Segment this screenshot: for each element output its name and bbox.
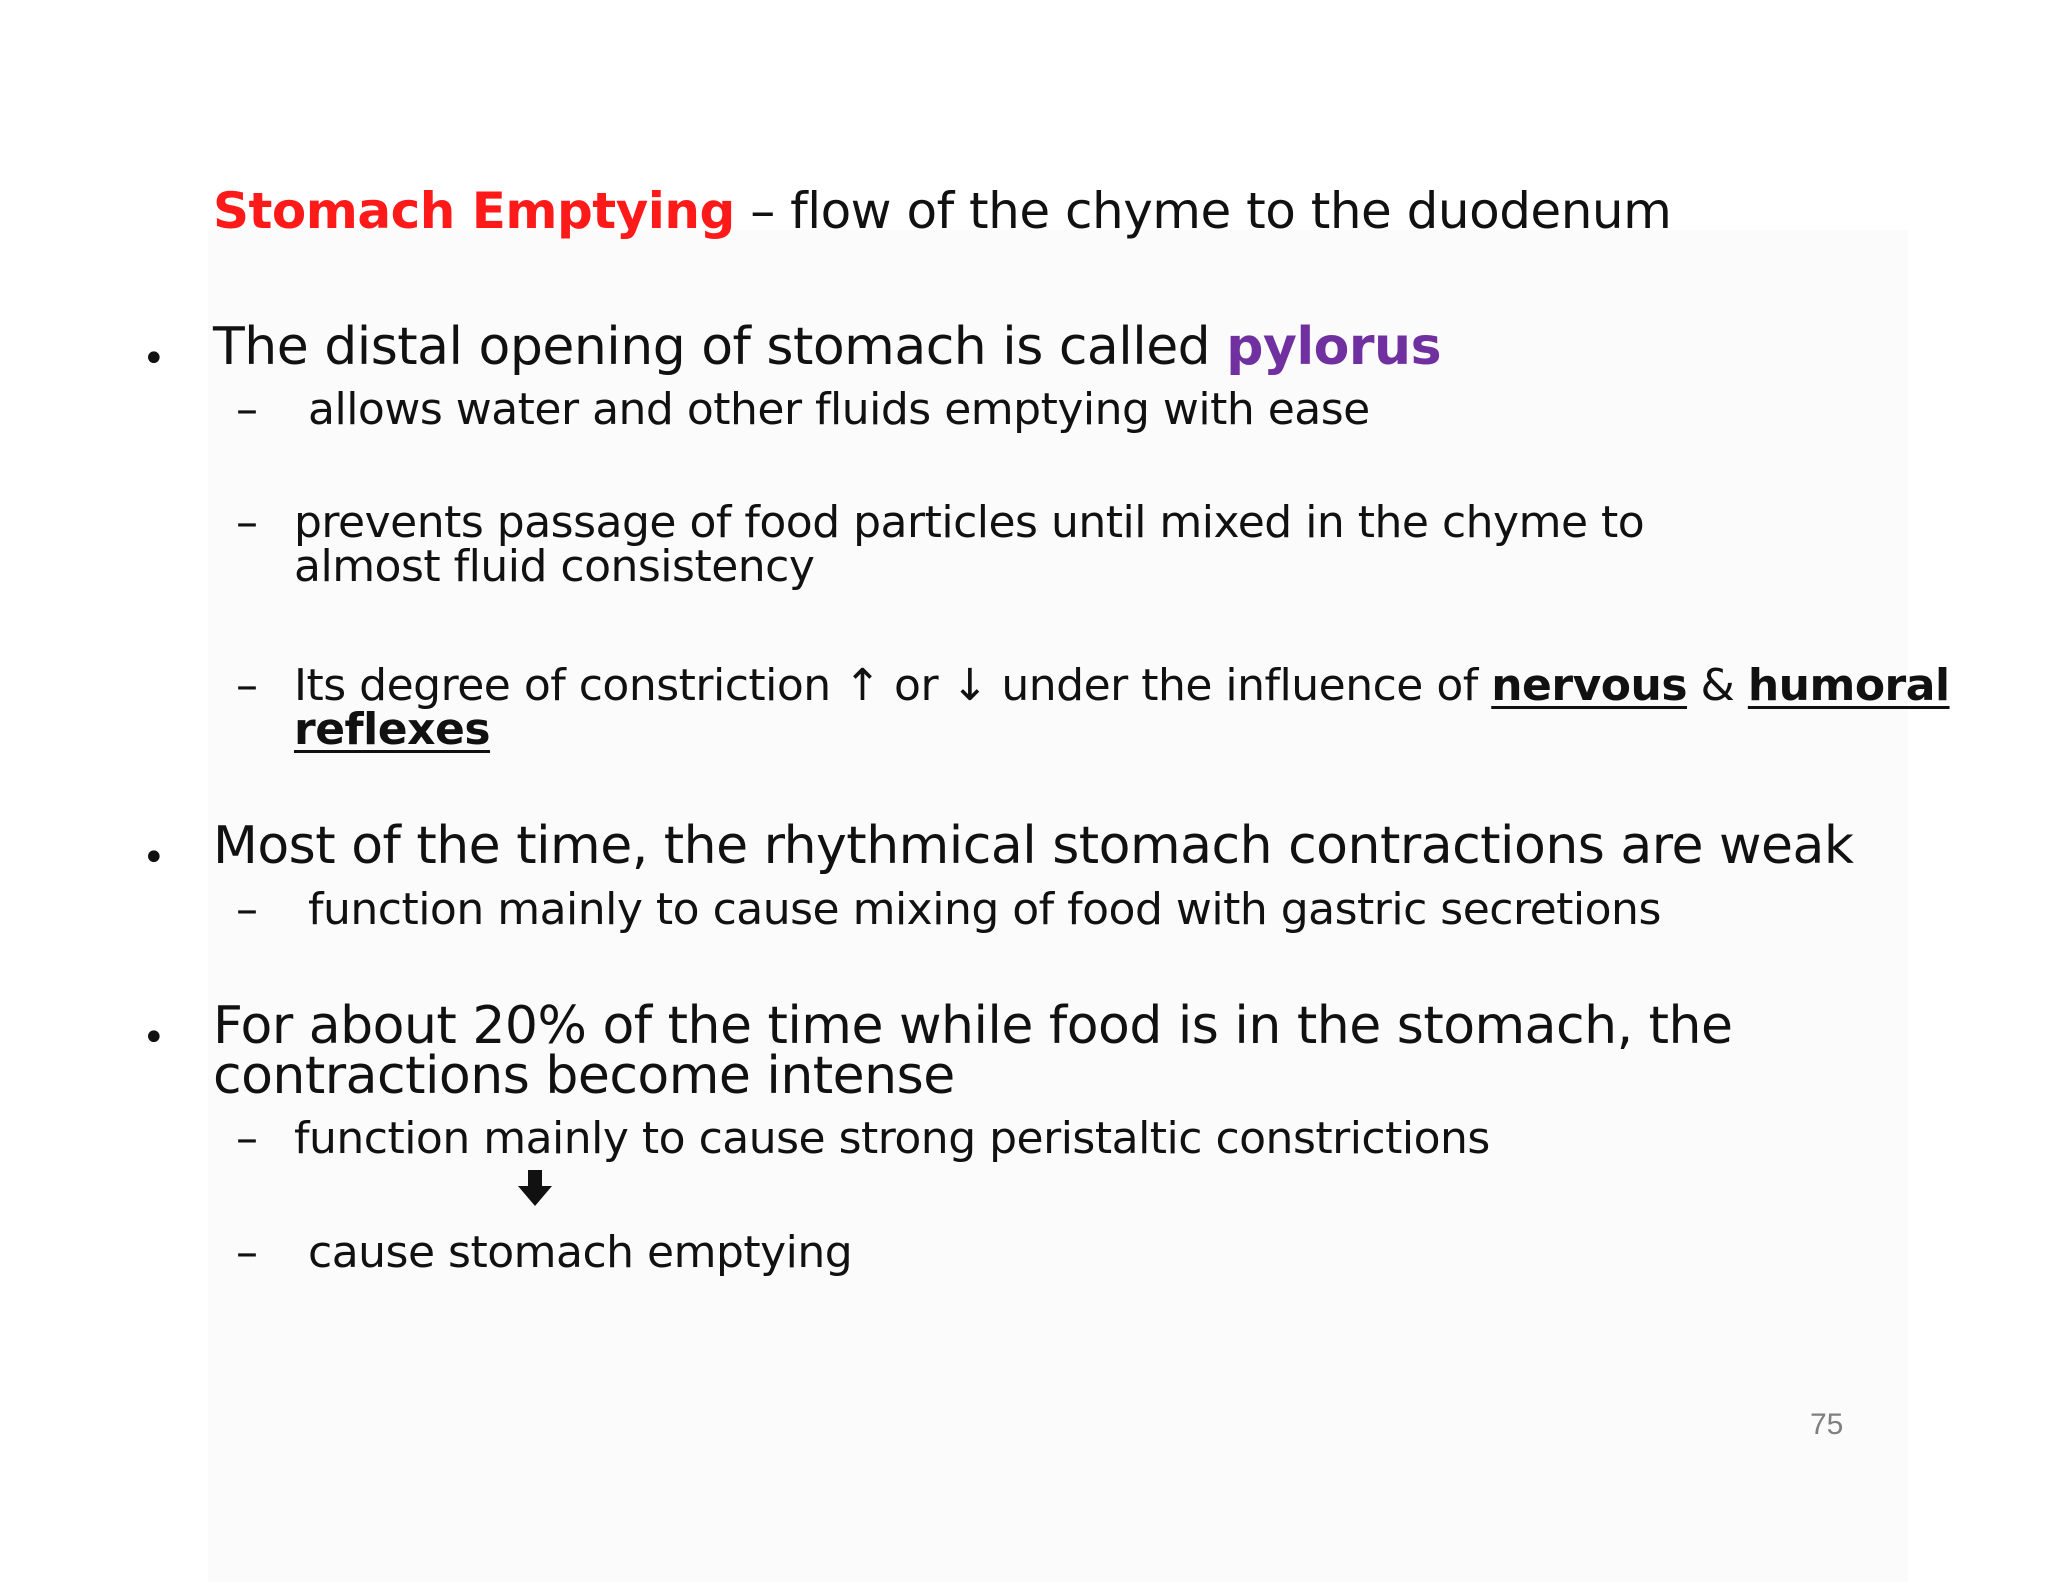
constriction-text: Its degree of constriction ↑ or ↓ under the influence of (294, 660, 1492, 711)
slide-title (213, 182, 1671, 240)
bullet-2-sub-1: function mainly to cause mixing of food with gastric secretions (308, 884, 1661, 935)
bullet-1-sub-3-line-2 (294, 704, 490, 755)
bullet-3-sub-1: function mainly to cause strong peristaltic constrictions (294, 1113, 1490, 1164)
dash-marker: – (236, 1113, 258, 1164)
title-rest: – flow of the chyme to the duodenum (734, 182, 1672, 240)
bullet-2-text: Most of the time, the rhythmical stomach contractions are weak (213, 816, 1854, 876)
title-keyword: Stomach Emptying (213, 182, 735, 240)
bullet-marker: • (142, 835, 166, 881)
bullet-marker: • (142, 336, 166, 382)
bullet-marker: • (142, 1015, 166, 1061)
humoral-term: humoral (1747, 660, 1950, 711)
reflexes-term: reflexes (294, 704, 491, 755)
bullet-1-sub-2-line-1: prevents passage of food particles until mixed in the chyme to (294, 497, 1645, 548)
bullet-3-line-1: For about 20% of the time while food is in the stomach, the (213, 996, 1733, 1056)
bullet-1-lead: The distal opening of stomach is called (213, 317, 1227, 377)
ampersand: & (1687, 660, 1748, 711)
dash-marker: – (236, 1227, 258, 1278)
dash-marker: – (236, 660, 258, 711)
down-arrow-icon (518, 1170, 552, 1206)
bullet-3-line-2: contractions become intense (213, 1046, 955, 1106)
page-number: 75 (1810, 1408, 1844, 1441)
bullet-3-sub-2: cause stomach emptying (308, 1227, 853, 1278)
nervous-term: nervous (1491, 660, 1688, 711)
bullet-1-sub-3-line-1 (294, 660, 1950, 711)
dash-marker: – (236, 497, 258, 548)
pylorus-term: pylorus (1226, 317, 1442, 377)
dash-marker: – (236, 884, 258, 935)
dash-marker: – (236, 384, 258, 435)
bullet-1-sub-1: allows water and other fluids emptying with ease (308, 384, 1370, 435)
bullet-1-sub-2-line-2: almost fluid consistency (294, 541, 815, 592)
bullet-1-text (213, 317, 1441, 377)
